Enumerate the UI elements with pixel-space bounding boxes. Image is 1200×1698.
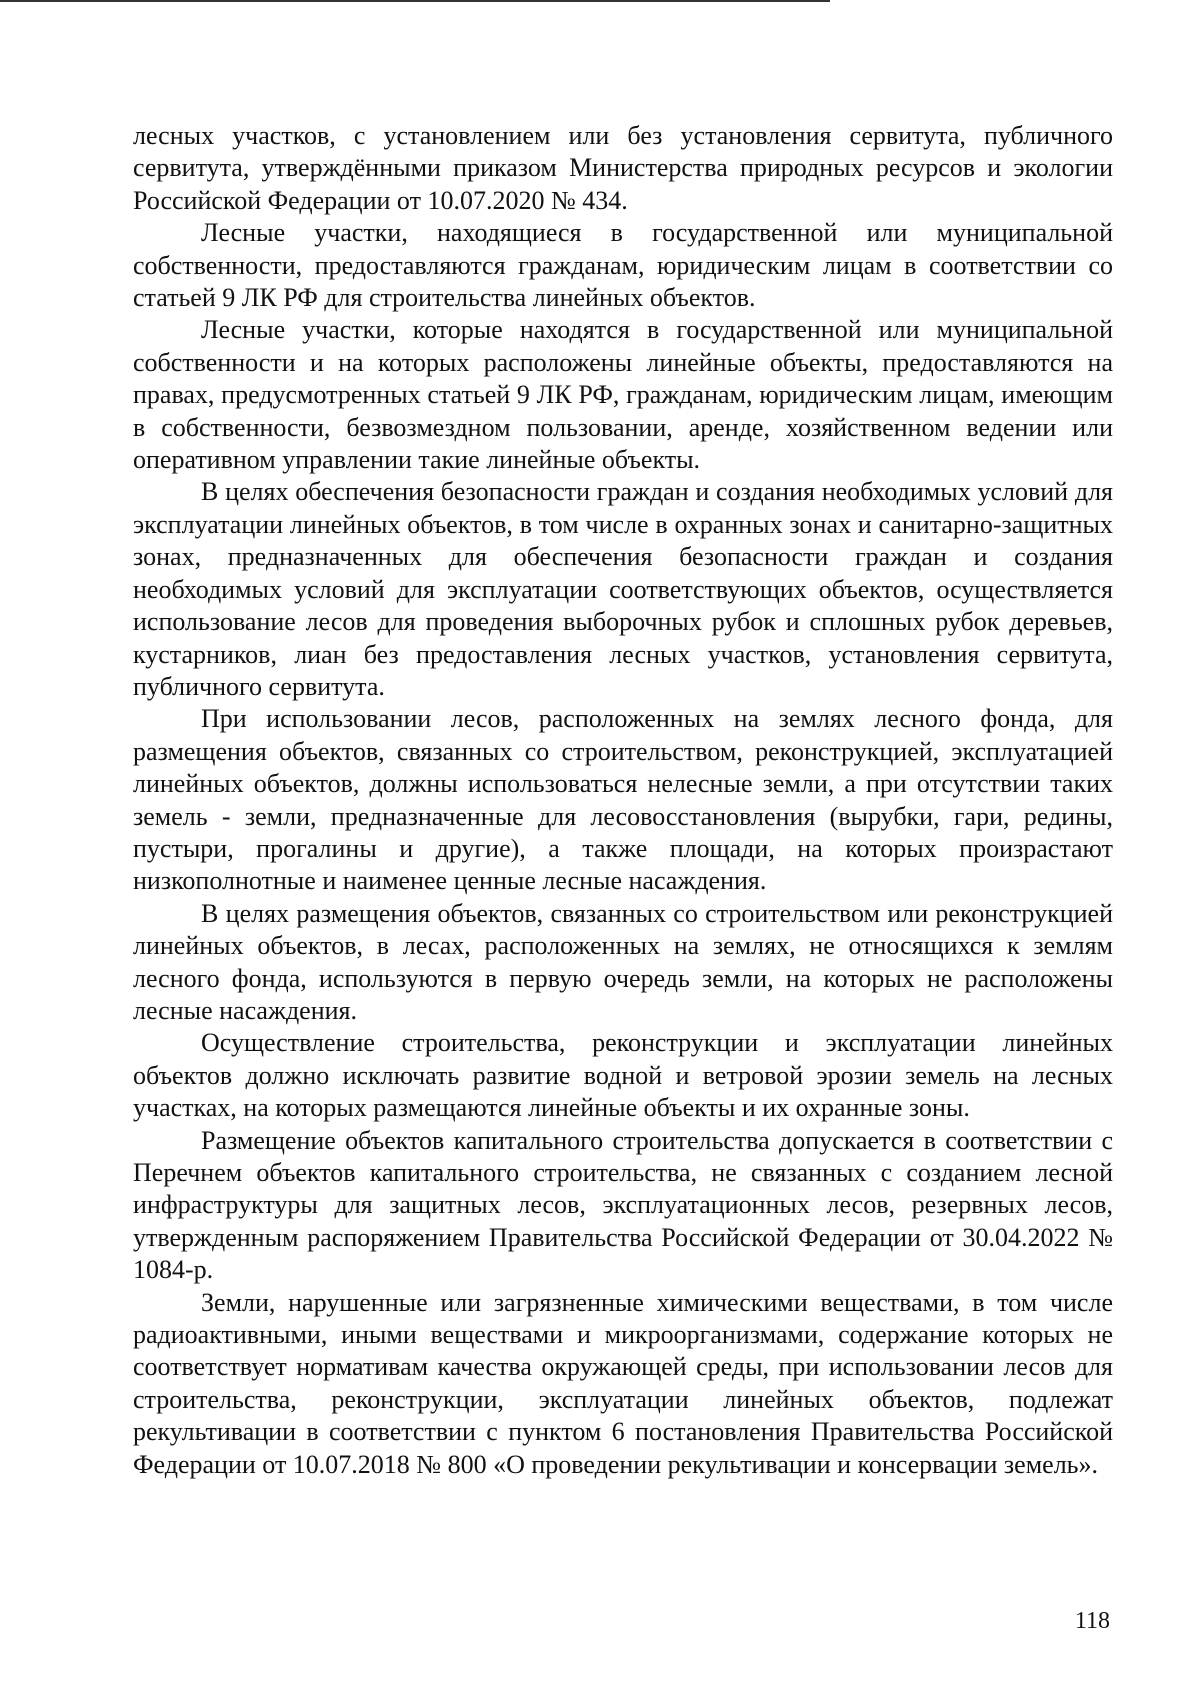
paragraph-5: При использовании лесов, расположенных на землях лесного фонда, для размещения объектов, связанных со строительством, реконструкцией, эксплуатацией линейных объектов, должны использоваться нелесные земли, а при отсутствии таких земель - земли, предназначенные для лесовосстановления (вырубки, гари, редины, пустыри, прогалины и другие), а также площади, на которых произрастают низкополнотные и наименее ценные лесные насаждения.: [133, 704, 1113, 896]
paragraph-6: В целях размещения объектов, связанных со строительством или реконструкцией линейных объектов, в лесах, расположенных на землях, не относящихся к землям лесного фонда, используются в первую очередь земли, на которых не расположены лесные насаждения.: [133, 898, 1113, 1025]
paragraph-8: Размещение объектов капитального строительства допускается в соответствии с Перечнем объектов капитального строительства, не связанных с созданием лесной инфраструктуры для защитных лесов, эксплуатационных лесов, резервных лесов, утвержденным распоряжением Правительства Российской Федерации от 30.04.2022 № 1084-р.: [133, 1125, 1113, 1285]
paragraph-4: В целях обеспечения безопасности граждан и создания необходимых условий для эксплуатации линейных объектов, в том числе в охранных зонах и санитарно-защитных зонах, предназначенных для обеспечения безопасности граждан и создания необходимых условий для эксплуатации соответствующих объектов, осуществляется использование лесов для проведения выборочных рубок и сплошных рубок деревьев, кустарников, лиан без предоставления лесных участков, установления сервитута, публичного сервитута.: [133, 477, 1113, 701]
paragraph-9: Земли, нарушенные или загрязненные химическими веществами, в том числе радиоактивными, иными веществами и микроорганизмами, содержание которых не соответствует нормативам качества окружающей среды, при использовании лесов для строительства, реконструкции, эксплуатации линейных объектов, подлежат рекультивации в соответствии с пунктом 6 постановления Правительства Российской Федерации от 10.07.2018 № 800 «О проведении рекультивации и консервации земель».: [133, 1287, 1113, 1479]
top-border-line: [0, 0, 830, 2]
paragraph-2: Лесные участки, находящиеся в государственной или муниципальной собственности, предоставляются гражданам, юридическим лицам в соответствии со статьей 9 ЛК РФ для строительства линейных объектов.: [133, 218, 1113, 313]
paragraph-7: Осуществление строительства, реконструкции и эксплуатации линейных объектов должно исключать развитие водной и ветровой эрозии земель на лесных участках, на которых размещаются линейные объекты и их охранные зоны.: [133, 1028, 1113, 1123]
paragraph-3: Лесные участки, которые находятся в государственной или муниципальной собственности и на которых расположены линейные объекты, предоставляются на правах, предусмотренных статьей 9 ЛК РФ, гражданам, юридическим лицам, имеющим в собственности, безвозмездном пользовании, аренде, хозяйственном ведении или оперативном управлении такие линейные объекты.: [133, 315, 1113, 475]
paragraph-1: лесных участков, с установлением или без установления сервитута, публичного сервитута, утверждёнными приказом Министерства природных ресурсов и экологии Российской Федерации от 10.07.2020 № 434.: [133, 121, 1113, 215]
page-number: 118: [1074, 1608, 1110, 1634]
document-body: [133, 120, 1113, 1481]
